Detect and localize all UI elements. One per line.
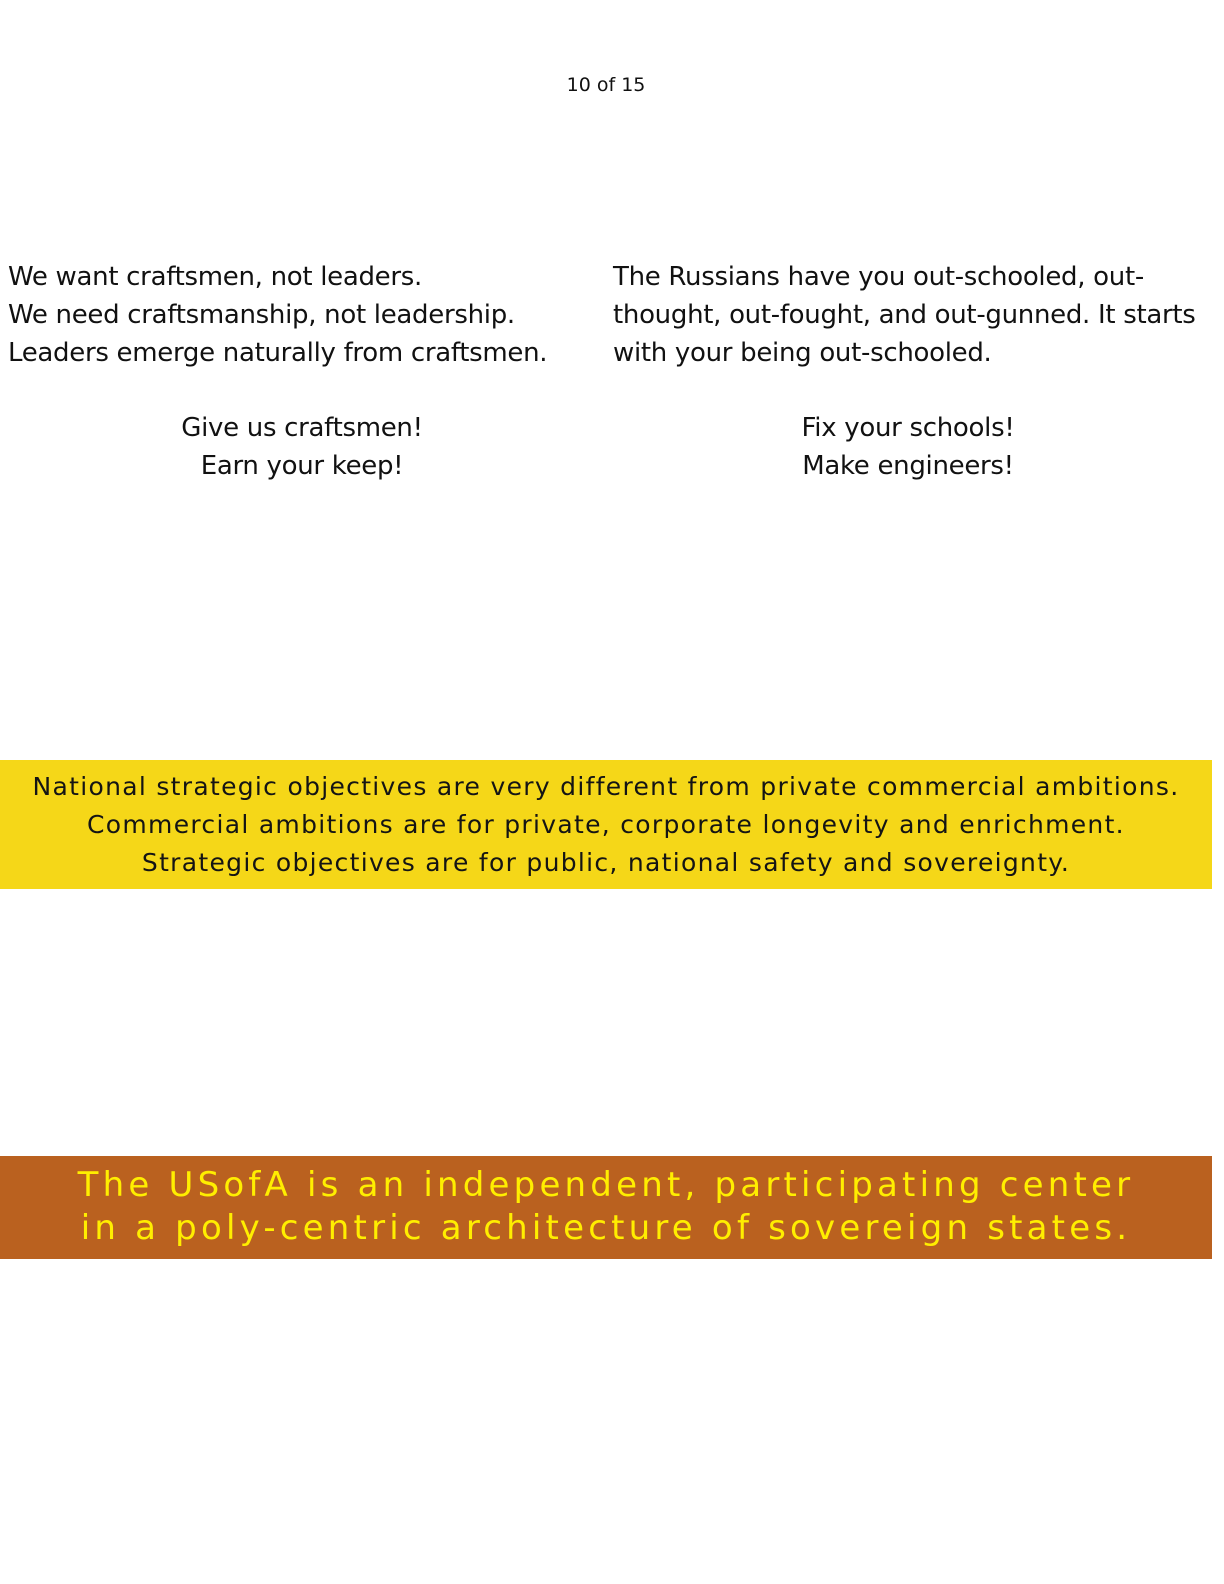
strategic-objectives-banner — [0, 760, 1212, 889]
left-column — [8, 258, 598, 485]
left-callout — [8, 409, 596, 485]
banner-line: The USofA is an independent, participating center — [77, 1165, 1135, 1205]
left-callout-line: Earn your keep! — [200, 451, 404, 481]
right-column-line: with your being out-schooled. — [613, 338, 992, 368]
left-column-line: We want craftsmen, not leaders. — [8, 262, 422, 292]
right-callout — [613, 409, 1203, 485]
right-callout-line: Fix your schools! — [801, 413, 1015, 443]
right-callout-line: Make engineers! — [802, 451, 1014, 481]
right-column-line: The Russians have you out-schooled, out- — [613, 262, 1144, 292]
banner-line: in a poly-centric architecture of sovereign states. — [80, 1208, 1132, 1248]
sovereignty-statement-banner — [0, 1156, 1212, 1259]
right-column — [613, 258, 1213, 485]
left-callout-line: Give us craftsmen! — [181, 413, 423, 443]
banner-line: National strategic objectives are very different from private commercial ambitions. — [32, 772, 1180, 801]
banner-line: Commercial ambitions are for private, corporate longevity and enrichment. — [87, 810, 1125, 839]
banner-line: Strategic objectives are for public, national safety and sovereignty. — [141, 848, 1071, 877]
left-column-line: Leaders emerge naturally from craftsmen. — [8, 338, 548, 368]
right-column-line: thought, out-fought, and out-gunned. It starts — [613, 300, 1196, 330]
left-column-line: We need craftsmanship, not leadership. — [8, 300, 515, 330]
page-number: 10 of 15 — [566, 74, 646, 96]
